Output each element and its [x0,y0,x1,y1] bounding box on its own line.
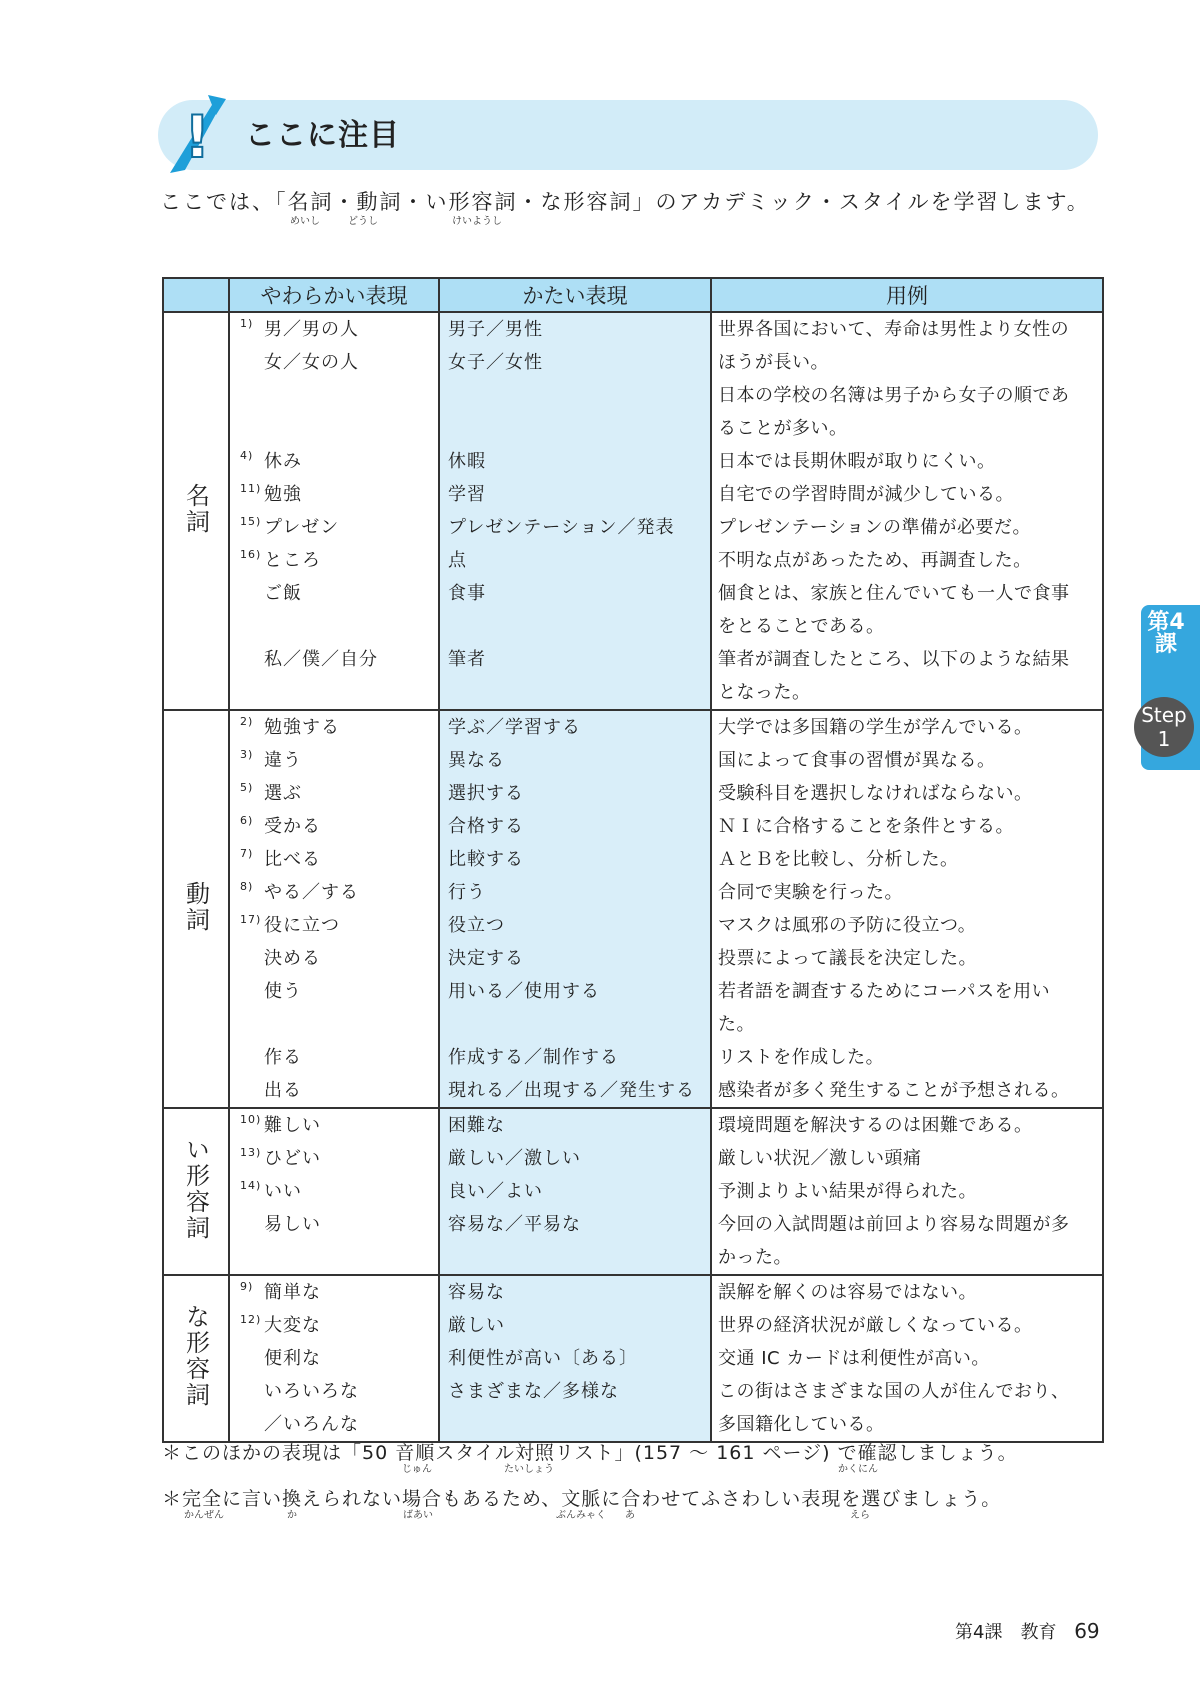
example-sentence: 今回の入試問題は前回より容易な問題が多 [718,1214,1070,1235]
table-section-row [163,710,1103,1108]
ruby: ばあい [403,1510,433,1521]
ruby: えら [850,1510,870,1521]
soft-expression [230,1241,438,1274]
soft-expression [230,643,438,676]
soft-expression [230,744,438,777]
hard-expression: 用いる／使用する [448,981,600,1002]
hard-expression: 行う [448,882,486,903]
ruby: けいようし [452,216,502,227]
hard-expression-cell [439,312,711,710]
example-sentence: た。 [718,1014,755,1035]
hard-expression: 厳しい／激しい [448,1148,581,1169]
soft-expression [230,1408,438,1441]
soft-expression [230,1109,438,1142]
ruby: あ [625,1510,635,1521]
soft-expression [230,810,438,843]
soft-expression-text: 男／男の人 [264,319,359,340]
category-cell [163,1275,229,1442]
soft-expression [230,1342,438,1375]
reference-number: 16) [240,548,262,561]
example-sentence: 予測よりよい結果が得られた。 [718,1181,977,1202]
hard-expression-cell [439,1275,711,1442]
expression-table [162,277,1104,1443]
soft-expression-text: 簡単な [264,1282,321,1303]
soft-expression-text: プレゼン [264,517,340,538]
hard-expression: 容易な／平易な [448,1214,581,1235]
example-sentence: ＮＩに合格することを条件とする。 [718,816,1014,837]
example-sentence: プレゼンテーションの準備が必要だ。 [718,517,1032,538]
hard-expression: プレゼンテーション／発表 [448,517,675,538]
soft-expression [230,975,438,1008]
soft-expression [230,445,438,478]
soft-expression [230,478,438,511]
example-sentence: 交通 IC カードは利便性が高い。 [718,1348,990,1369]
soft-expression-text: 出る [264,1080,302,1101]
category-cell [163,710,229,1108]
soft-expression [230,843,438,876]
hard-expression: 利便性が高い〔ある〕 [448,1348,638,1369]
hard-expression: 決定する [448,948,524,969]
reference-number: 14) [240,1179,262,1192]
soft-expression-text: ところ [264,550,321,571]
example-sentence: 合同で実験を行った。 [718,882,903,903]
soft-expression-text: 勉強する [264,717,340,738]
reference-number: 12) [240,1313,262,1326]
hard-expression: 男子／男性 [448,319,543,340]
soft-expression-text: 役に立つ [264,915,340,936]
example-sentence: 筆者が調査したところ、以下のような結果 [718,649,1070,670]
example-cell [711,1108,1103,1275]
hard-expression: さまざまな／多様な [448,1381,619,1402]
hard-expression [440,1241,710,1274]
soft-expression-text: 勉強 [264,484,302,505]
note-1: ＊このほかの表現は「50 音順スタイル対照リスト」(157 ～ 161 ページ) で確認しましょう。 [162,1442,1018,1464]
reference-number: 3) [240,748,254,761]
hard-expression: 異なる [448,750,505,771]
hard-expression [440,412,710,445]
reference-number: 7) [240,847,254,860]
hard-expression: 比較する [448,849,524,870]
soft-expression [230,909,438,942]
example-sentence: 世界各国において、寿命は男性より女性の [718,319,1070,340]
category-cell [163,312,229,710]
example-sentence: をとることである。 [718,616,885,637]
hard-expression: 厳しい [448,1315,505,1336]
soft-expression-text: 休み [264,451,302,472]
example-sentence: 多国籍化している。 [718,1414,885,1435]
soft-expression [230,676,438,709]
soft-expression [230,511,438,544]
page-footer [955,1618,1100,1644]
hard-expression [440,676,710,709]
hard-expression: 食事 [448,583,486,604]
reference-number: 4) [240,449,254,462]
hard-expression-cell [439,710,711,1108]
category-cell [163,1108,229,1275]
reference-number: 5) [240,781,254,794]
hard-expression: 作成する／制作する [448,1047,619,1068]
soft-expression-text: 比べる [264,849,321,870]
reference-number: 17) [240,913,262,926]
section-title: ここに注目 [245,118,400,153]
category-label: 名詞 [181,482,210,535]
header-soft: やわらかい表現 [229,278,439,312]
soft-expression [230,1375,438,1408]
soft-expression-text: 作る [264,1047,302,1068]
example-sentence: 感染者が多く発生することが予想される。 [718,1080,1070,1101]
ruby: かくにん [838,1464,878,1475]
soft-expression-text: ／いろんな [264,1414,359,1435]
example-sentence: 厳しい状況／激しい頭痛 [718,1148,922,1169]
example-cell [711,312,1103,710]
soft-expression [230,412,438,445]
soft-expression-text: 使う [264,981,302,1002]
soft-expression [230,1208,438,1241]
hard-expression: 筆者 [448,649,486,670]
soft-expression [230,313,438,346]
footer-label: 第4課 教育 [955,1622,1057,1643]
table-section-row [163,1108,1103,1275]
soft-expression-cell [229,1108,439,1275]
hard-expression [440,1408,710,1441]
step-word: Step [1141,703,1187,727]
example-sentence: マスクは風邪の予防に役立つ。 [718,915,977,936]
ruby: かんぜん [184,1510,224,1521]
table-section-row [163,1275,1103,1442]
soft-expression [230,1142,438,1175]
header-blank [163,278,229,312]
soft-expression [230,610,438,643]
reference-number: 9) [240,1280,254,1293]
table-header-row [163,278,1103,312]
hard-expression: 選択する [448,783,524,804]
reference-number: 2) [240,715,254,728]
soft-expression [230,544,438,577]
soft-expression [230,379,438,412]
example-sentence: となった。 [718,682,811,703]
example-sentence: 受験科目を選択しなければならない。 [718,783,1033,804]
soft-expression-text: やる／する [264,882,359,903]
example-sentence: 誤解を解くのは容易ではない。 [718,1282,977,1303]
hard-expression: 現れる／出現する／発生する [448,1080,695,1101]
soft-expression [230,1175,438,1208]
example-sentence: 世界の経済状況が厳しくなっている。 [718,1315,1033,1336]
category-label: な形容詞 [181,1304,210,1408]
header-hard: かたい表現 [439,278,711,312]
step-badge [1134,697,1194,757]
soft-expression-text: 決める [264,948,321,969]
example-sentence: 環境問題を解決するのは困難である。 [718,1115,1033,1136]
example-sentence: ることが多い。 [718,418,848,439]
intro-text: ここでは、「名詞・動詞・い形容詞・な形容詞」のアカデミック・スタイルを学習します。 [160,190,1090,214]
soft-expression [230,876,438,909]
ruby: ぶんみゃく [556,1510,606,1521]
soft-expression [230,711,438,744]
example-cell [711,1275,1103,1442]
soft-expression [230,1008,438,1041]
soft-expression-text: 女／女の人 [264,352,359,373]
hard-expression: 学習 [448,484,486,505]
ruby: じゅん [402,1464,432,1475]
soft-expression-text: ご飯 [264,583,302,604]
hard-expression: 学ぶ／学習する [448,717,581,738]
hard-expression: 休暇 [448,451,486,472]
svg-text:!: ! [184,103,211,171]
hard-expression: 容易な [448,1282,505,1303]
example-sentence: 大学では多国籍の学生が学んでいる。 [718,717,1033,738]
reference-number: 11) [240,482,262,495]
soft-expression-text: 私／僕／自分 [264,649,378,670]
hard-expression-cell [439,1108,711,1275]
example-cell [711,710,1103,1108]
soft-expression-text: 大変な [264,1315,321,1336]
example-sentence: この街はさまざまな国の人が住んでおり、 [718,1381,1070,1402]
soft-expression [230,1276,438,1309]
soft-expression-cell [229,710,439,1108]
example-sentence: 日本では長期休暇が取りにくい。 [718,451,996,472]
soft-expression [230,777,438,810]
soft-expression-text: 違う [264,750,302,771]
hard-expression [440,610,710,643]
page-number: 69 [1074,1619,1100,1643]
hard-expression [440,379,710,412]
hard-expression [440,1008,710,1041]
ruby: めいし [290,216,320,227]
soft-expression [230,942,438,975]
hard-expression: 困難な [448,1115,505,1136]
exclamation-icon [160,95,230,175]
hard-expression: 点 [448,550,467,571]
soft-expression [230,577,438,610]
category-label: い形容詞 [181,1137,210,1241]
soft-expression [230,346,438,379]
reference-number: 6) [240,814,254,827]
hard-expression: 女子／女性 [448,352,543,373]
example-sentence: ほうが長い。 [718,352,829,373]
example-sentence: 不明な点があったため、再調査した。 [718,550,1032,571]
reference-number: 13) [240,1146,262,1159]
ruby: どうし [348,216,378,227]
lesson-tab-label: 第4課 [1147,610,1185,657]
soft-expression-text: 受かる [264,816,321,837]
step-number: 1 [1157,727,1171,751]
example-sentence: かった。 [718,1247,792,1268]
note-2: ＊完全に言い換えられない場合もあるため、文脈に合わせてふさわしい表現を選びましょう。 [162,1488,1002,1510]
example-sentence: 自宅での学習時間が減少している。 [718,484,1014,505]
soft-expression-text: 易しい [264,1214,321,1235]
soft-expression-text: 便利な [264,1348,321,1369]
example-sentence: 日本の学校の名簿は男子から女子の順であ [718,385,1070,406]
example-sentence: 投票によって議長を決定した。 [718,948,977,969]
reference-number: 1) [240,317,254,330]
table-body [163,312,1103,1442]
hard-expression: 役立つ [448,915,505,936]
soft-expression [230,1309,438,1342]
hard-expression: 良い／よい [448,1181,543,1202]
soft-expression-text: いい [264,1181,302,1202]
example-sentence: 個食とは、家族と住んでいても一人で食事 [718,583,1070,604]
ruby: か [287,1510,297,1521]
soft-expression-text: いろいろな [264,1381,359,1402]
soft-expression-text: ひどい [264,1148,321,1169]
ruby: たいしょう [504,1464,554,1475]
table-section-row [163,312,1103,710]
reference-number: 15) [240,515,262,528]
soft-expression-text: 選ぶ [264,783,302,804]
header-example: 用例 [711,278,1103,312]
soft-expression-cell [229,1275,439,1442]
soft-expression-text: 難しい [264,1115,321,1136]
example-sentence: リストを作成した。 [718,1047,885,1068]
example-sentence: 国によって食事の習慣が異なる。 [718,750,996,771]
reference-number: 10) [240,1113,262,1126]
soft-expression [230,1041,438,1074]
soft-expression-cell [229,312,439,710]
example-sentence: ＡとＢを比較し、分析した。 [718,849,959,870]
example-sentence: 若者語を調査するためにコーパスを用い [718,981,1051,1002]
soft-expression [230,1074,438,1107]
hard-expression: 合格する [448,816,524,837]
category-label: 動詞 [181,880,210,933]
reference-number: 8) [240,880,254,893]
